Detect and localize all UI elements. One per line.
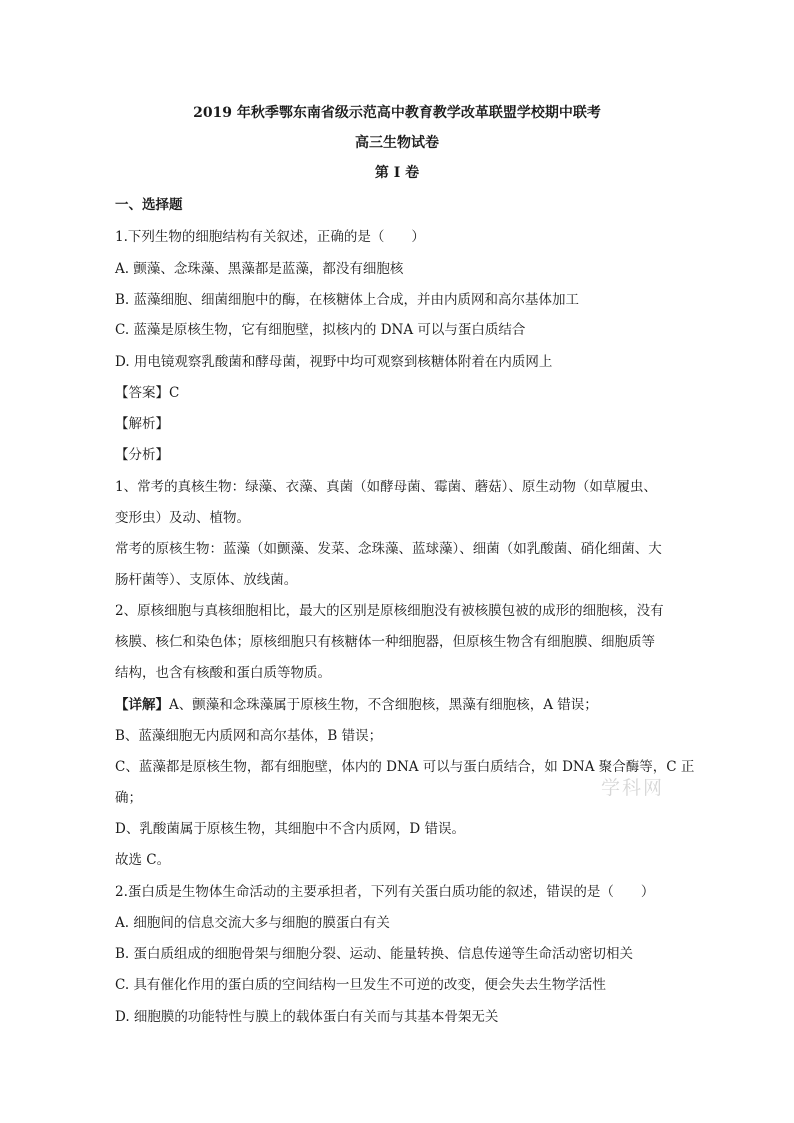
question-1-option-c: C. 蓝藻是原核生物，它有细胞壁，拟核内的 DNA 可以与蛋白质结合 bbox=[115, 322, 526, 338]
exam-title: 2019 年秋季鄂东南省级示范高中教育教学改革联盟学校期中联考 bbox=[193, 105, 601, 121]
detail-label: 【详解】 bbox=[115, 697, 169, 713]
question-2-stem: 2.蛋白质是生物体生命活动的主要承担者，下列有关蛋白质功能的叙述，错误的是（ ） bbox=[115, 884, 655, 900]
detail-line: D、乳酸菌属于原核生物，其细胞中不含内质网，D 错误。 bbox=[115, 821, 465, 837]
analysis-line: 核膜、核仁和染色体；原核细胞只有核糖体一种细胞器，但原核生物含有细胞膜、细胞质等 bbox=[115, 634, 655, 650]
watermark: 学科网 bbox=[601, 777, 665, 799]
detail-line: C、蓝藻都是原核生物，都有细胞壁，体内的 DNA 可以与蛋白质结合，如 DNA 聚合酶等，C 正 bbox=[115, 759, 695, 775]
analysis-line: 肠杆菌等）、支原体、放线菌。 bbox=[115, 572, 298, 588]
question-1-option-a: A. 颤藻、念珠藻、黑藻都是蓝藻，都没有细胞核 bbox=[115, 261, 404, 277]
detail-text: A、颤藻和念珠藻属于原核生物，不含细胞核，黑藻有细胞核，A 错误； bbox=[169, 697, 598, 713]
analysis-line: 1、常考的真核生物：绿藻、衣藻、真菌（如酵母菌、霉菌、蘑菇）、原生动物（如草履虫、 bbox=[115, 479, 657, 495]
detail-line bbox=[115, 696, 598, 714]
question-1-option-d: D. 用电镜观察乳酸菌和酵母菌，视野中均可观察到核糖体附着在内质网上 bbox=[115, 354, 553, 370]
section-heading: 一、选择题 bbox=[115, 197, 183, 213]
analysis-line: 变形虫）及动、植物。 bbox=[115, 510, 250, 526]
volume-label: 第 I 卷 bbox=[374, 165, 420, 181]
question-1-option-b: B. 蓝藻细胞、细菌细胞中的酶，在核糖体上合成，并由内质网和高尔基体加工 bbox=[115, 292, 580, 308]
question-2-option-d: D. 细胞膜的功能特性与膜上的载体蛋白有关而与其基本骨架无关 bbox=[115, 1009, 499, 1025]
answer-label: 【答案】C bbox=[115, 385, 180, 401]
detail-line: B、蓝藻细胞无内质网和高尔基体，B 错误； bbox=[115, 728, 383, 744]
question-2-option-b: B. 蛋白质组成的细胞骨架与细胞分裂、运动、能量转换、信息传递等生命活动密切相关 bbox=[115, 946, 634, 962]
analysis-line: 结构，也含有核酸和蛋白质等物质。 bbox=[115, 665, 331, 681]
analysis-line: 常考的原核生物：蓝藻（如颤藻、发菜、念珠藻、蓝球藻）、细菌（如乳酸菌、硝化细菌、大 bbox=[115, 541, 662, 557]
detail-line: 故选 C。 bbox=[115, 852, 171, 868]
fenxi-label: 【分析】 bbox=[115, 447, 169, 463]
question-1-stem: 1.下列生物的细胞结构有关叙述，正确的是（ ） bbox=[115, 229, 425, 245]
question-2-option-c: C. 具有催化作用的蛋白质的空间结构一旦发生不可逆的改变，便会失去生物学活性 bbox=[115, 977, 606, 993]
question-2-option-a: A. 细胞间的信息交流大多与细胞的膜蛋白有关 bbox=[115, 915, 390, 931]
detail-line: 确； bbox=[115, 790, 142, 806]
jiexi-label: 【解析】 bbox=[115, 416, 169, 432]
exam-subtitle: 高三生物试卷 bbox=[355, 135, 439, 151]
analysis-line: 2、原核细胞与真核细胞相比，最大的区别是原核细胞没有被核膜包被的成形的细胞核，没有 bbox=[115, 603, 664, 619]
